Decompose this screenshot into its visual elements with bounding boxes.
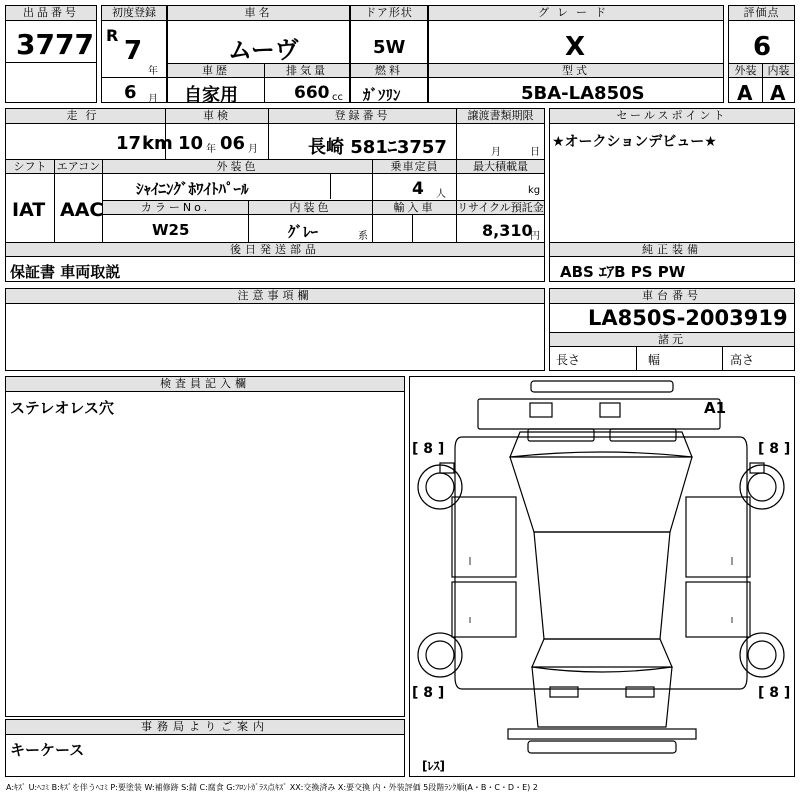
spec-height: 高さ xyxy=(730,353,755,367)
spec-length: 長さ xyxy=(556,353,581,367)
tire-rear-right: [ 8 ] xyxy=(758,685,791,701)
chassis-number: LA850S-2003919 xyxy=(588,306,788,330)
first-reg-label: 初度登録 xyxy=(102,6,166,21)
sales-label: セールスポイント xyxy=(550,109,794,124)
int-color: ｸﾞﾚｰ xyxy=(288,223,319,241)
color: ｼｬｲﾆﾝｸﾞﾎﾜｲﾄﾊﾟｰﾙ xyxy=(136,180,249,198)
notes-label: 注意事項欄 xyxy=(6,289,544,304)
interior-score: A xyxy=(770,81,786,105)
interior-label: 内装 xyxy=(762,64,794,78)
tire-rear-left: [ 8 ] xyxy=(412,685,445,701)
transfer-day-unit: 日 xyxy=(530,147,540,158)
equip-label: 純正装備 xyxy=(550,243,794,257)
month: 6 xyxy=(124,82,137,103)
color-no-label: カラーNo. xyxy=(103,201,248,215)
car-name-label: 車名 xyxy=(168,6,349,21)
tire-front-left: [ 8 ] xyxy=(412,441,445,457)
capacity: 4 xyxy=(412,179,424,199)
month-unit: 月 xyxy=(148,94,158,105)
chassis-label: 車台番号 xyxy=(550,289,794,304)
ac-label: エアコン xyxy=(54,160,102,174)
office-label: 事務局よりご案内 xyxy=(6,720,404,735)
year: 7 xyxy=(124,36,143,66)
shift: IAT xyxy=(12,199,46,221)
capacity-unit: 人 xyxy=(436,189,446,200)
sales-point: ★オークションデビュー★ xyxy=(552,134,717,150)
spec-label: 諸元 xyxy=(550,333,794,347)
inspector-text: ステレオレス穴 xyxy=(10,399,114,417)
recycle-label: リサイクル預託金 xyxy=(457,201,544,214)
exterior-label: 外装 xyxy=(729,64,762,78)
recycle-unit: 円 xyxy=(530,231,540,242)
mark-a1: A1 xyxy=(704,399,727,417)
displacement: 660 xyxy=(294,83,330,103)
transfer-month-unit: 月 xyxy=(491,147,501,158)
mileage-unit: km xyxy=(142,133,173,154)
car-diagram-box xyxy=(409,376,795,777)
lot-number: 3777 xyxy=(16,28,94,61)
history: 自家用 xyxy=(184,85,238,106)
car-name: ムーヴ xyxy=(228,36,299,64)
lot-label: 出品番号 xyxy=(6,6,96,21)
load-unit: kg xyxy=(528,185,541,196)
inspection-label: 車検 xyxy=(165,109,268,124)
int-color-unit: 系 xyxy=(358,231,368,242)
grade: X xyxy=(565,32,586,62)
later-parts: 保証書 車両取説 xyxy=(10,263,121,281)
year-unit: 年 xyxy=(148,66,158,77)
exterior-score: A xyxy=(737,81,753,105)
inspection-year: 10 xyxy=(178,133,204,154)
office-text: キーケース xyxy=(10,741,85,759)
inspection-month: 06 xyxy=(220,133,246,154)
mileage: 17 xyxy=(116,133,142,154)
score-label: 評価点 xyxy=(729,6,794,21)
inspector-box xyxy=(5,376,405,717)
door-box xyxy=(350,5,428,103)
mileage-label: 走行 xyxy=(6,109,165,124)
ac: AAC xyxy=(60,199,104,221)
car-box xyxy=(167,5,350,106)
capacity-label: 乗車定員 xyxy=(372,160,456,174)
score: 6 xyxy=(753,32,772,62)
inspector-label: 検査員記入欄 xyxy=(6,377,404,392)
color-label: 外装色 xyxy=(102,160,372,174)
color-no: W25 xyxy=(152,221,190,239)
door: 5W xyxy=(373,37,406,58)
sales-box xyxy=(549,108,795,282)
import-label: 輸入車 xyxy=(372,201,456,215)
fuel-label: 燃料 xyxy=(351,64,427,78)
spare-tire: [ﾚｽ] xyxy=(422,759,445,773)
car-diagram xyxy=(410,377,794,776)
reg-number: 長崎 581ﾆ3757 xyxy=(308,137,447,158)
tire-front-right: [ 8 ] xyxy=(758,441,791,457)
int-color-label: 内装色 xyxy=(248,201,372,215)
transfer-label: 譲渡書類期限 xyxy=(456,109,544,124)
reg-box xyxy=(101,5,167,103)
displacement-label: 排気量 xyxy=(264,64,349,78)
displacement-unit: cc xyxy=(332,92,343,103)
equipment: ABS ｴｱB PS PW xyxy=(560,263,686,281)
lot-box xyxy=(5,5,97,103)
legend: A:ｷｽﾞ U:ﾍｺﾐ B:ｷｽﾞを伴うﾍｺﾐ P:要塗装 W:補修跡 S:錆 C:腐食 G:ﾌﾛﾝﾄｶﾞﾗｽ点ｷｽﾞ XX:交換済み X:要交換 内・外装評価 5段階ﾗﾝｸ順(A・B・C・D・E) 2 xyxy=(6,783,538,792)
model-label: 型式 xyxy=(429,64,723,78)
shift-label: シフト xyxy=(6,160,54,174)
history-label: 車歴 xyxy=(168,64,264,78)
load-label: 最大積載量 xyxy=(456,160,544,174)
notes-box xyxy=(5,288,545,371)
recycle: 8,310 xyxy=(482,221,533,240)
era: R xyxy=(106,26,119,45)
door-label: ドア形状 xyxy=(351,6,427,21)
spec-width: 幅 xyxy=(648,353,661,367)
score-box xyxy=(728,5,795,103)
grade-box xyxy=(428,5,724,103)
inspection-year-unit: 年 xyxy=(206,144,216,155)
inspection-month-unit: 月 xyxy=(248,144,258,155)
reg-label: 登録番号 xyxy=(268,109,456,124)
mid-box xyxy=(5,108,545,282)
grade-label: グレード xyxy=(429,6,723,21)
later-parts-label: 後日発送部品 xyxy=(6,243,544,257)
office-box xyxy=(5,719,405,777)
model: 5BA-LA850S xyxy=(521,83,645,104)
fuel: ｶﾞｿﾘﾝ xyxy=(363,86,401,104)
chassis-box xyxy=(549,288,795,371)
